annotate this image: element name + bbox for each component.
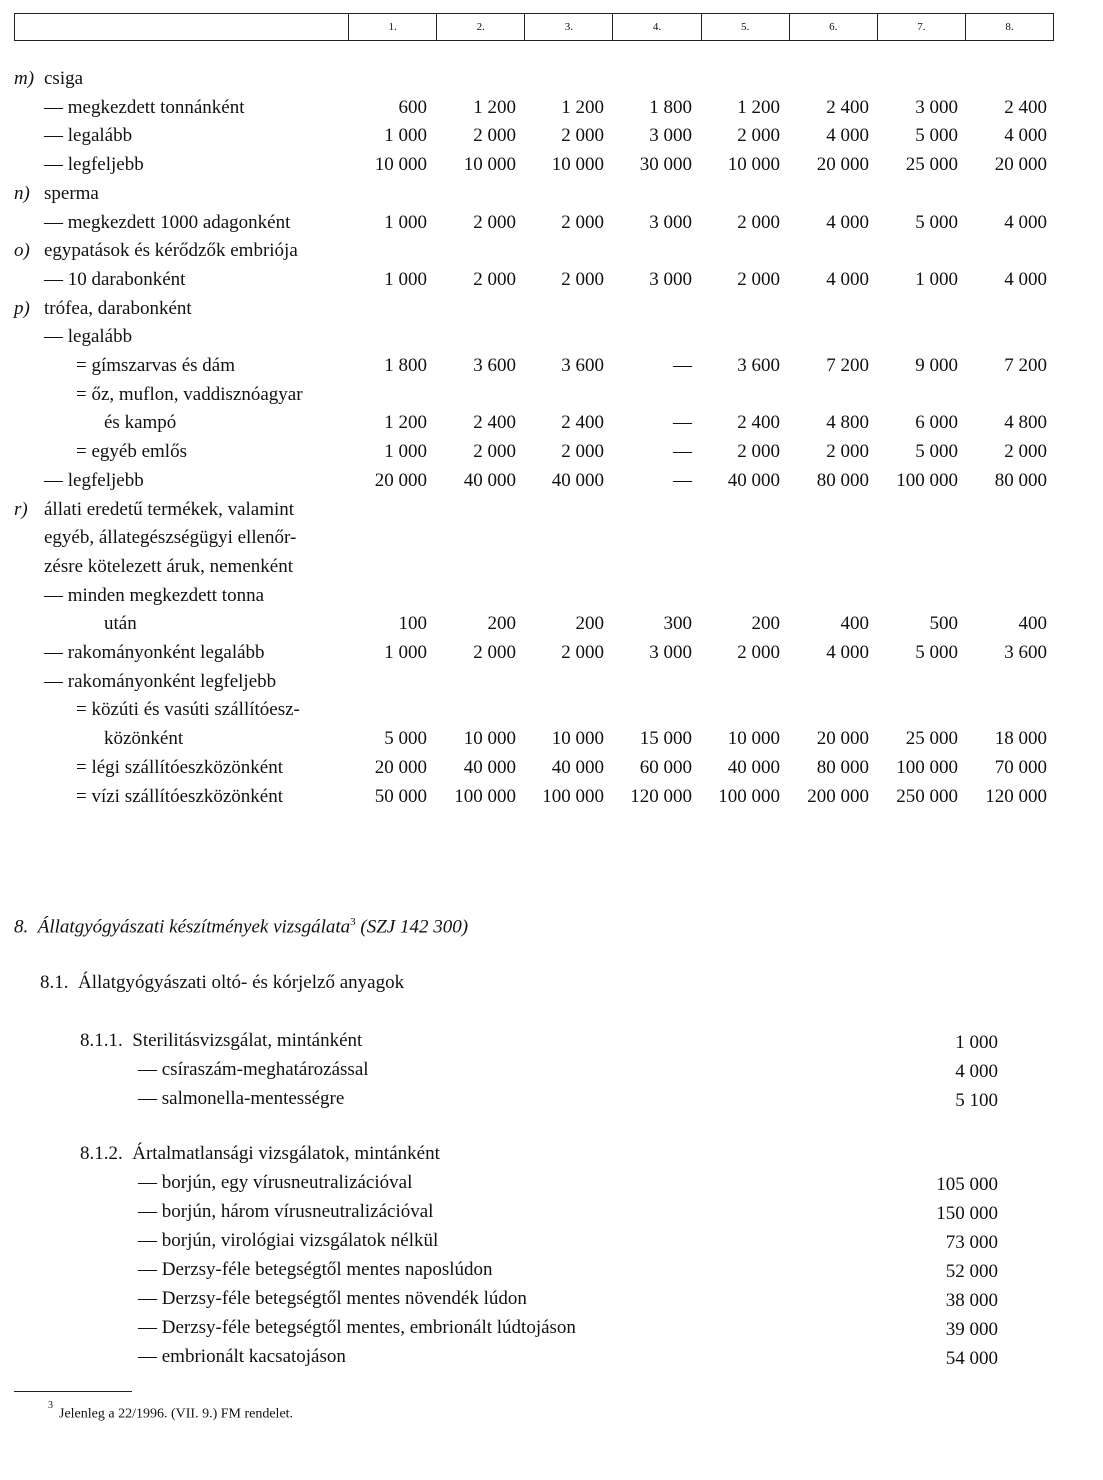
section-8-1-title: Állatgyógyászati oltó- és kórjelző anyagok — [78, 972, 405, 993]
cell-col-4: 1 800 — [649, 96, 692, 118]
cell-col-2: 200 — [487, 613, 516, 635]
cell-col-3: 40 000 — [551, 469, 604, 491]
table-row — [0, 784, 1103, 810]
cell-col-2: 10 000 — [463, 728, 516, 750]
table-row — [0, 640, 1103, 666]
cell-col-7: 5 000 — [915, 211, 958, 233]
header-col-8: 8. — [1005, 21, 1014, 33]
cell-col-4: — — [673, 355, 692, 376]
list-item-label: — Derzsy-féle betegségtől mentes, embrionált lúdtojáson — [138, 1317, 576, 1338]
cell-col-4: — — [673, 469, 692, 491]
cell-col-1: 10 000 — [374, 154, 427, 176]
header-col-3: 3. — [525, 14, 613, 40]
table-row — [0, 525, 1103, 551]
cell-col-4: 3 000 — [649, 268, 692, 290]
row-label: — legalább — [44, 125, 133, 147]
header-col-6: 6. — [790, 14, 878, 40]
row-letter: r) — [14, 498, 28, 520]
row-label: = légi szállítóeszközönként — [76, 756, 283, 778]
cell-col-6: 4 000 — [826, 642, 869, 663]
cell-col-6: 4 000 — [826, 268, 869, 290]
cell-col-1: 1 200 — [384, 412, 427, 434]
cell-col-2: 2 000 — [473, 441, 516, 463]
row-label: — megkezdett 1000 adagonként — [44, 211, 291, 233]
footnote-mark: 3 — [48, 1400, 53, 1411]
header-col-2: 2. — [437, 14, 525, 40]
cell-col-4: 15 000 — [639, 728, 692, 750]
row-label: után — [104, 613, 137, 635]
cell-col-7: 5 000 — [915, 125, 958, 147]
cell-col-2: 40 000 — [463, 756, 516, 778]
row-label: — rakományonként legalább — [44, 642, 265, 663]
list-item-label: — embrionált kacsatojáson — [138, 1346, 346, 1367]
cell-col-5: 10 000 — [727, 728, 780, 750]
cell-col-4: 300 — [663, 613, 692, 635]
row-label: egyéb, állategészségügyi ellenőr- — [44, 527, 297, 549]
list-item-value: 52 000 — [945, 1261, 998, 1282]
cell-col-7: 100 000 — [896, 756, 958, 778]
section-8-footnote-mark: 3 — [350, 916, 356, 928]
cell-col-8: 2 400 — [1004, 96, 1047, 118]
cell-col-7: 9 000 — [915, 355, 958, 376]
cell-col-8: 400 — [1018, 613, 1047, 635]
cell-col-7: 100 000 — [896, 469, 958, 491]
cell-col-7: 25 000 — [905, 154, 958, 176]
section-8-1-heading — [40, 972, 404, 994]
section-8-1-number: 8.1. — [40, 972, 69, 993]
row-label: = közúti és vasúti szállítóesz- — [76, 699, 300, 721]
cell-col-1: 50 000 — [374, 785, 427, 807]
cell-col-3: 10 000 — [551, 728, 604, 750]
list-item-label: — borjún, egy vírusneutralizációval — [138, 1172, 413, 1193]
row-label: — 10 darabonként — [44, 268, 186, 290]
cell-col-3: 100 000 — [542, 785, 604, 807]
cell-col-6: 4 000 — [826, 125, 869, 147]
row-letter: m) — [14, 68, 35, 89]
row-label: — legfeljebb — [44, 154, 144, 176]
cell-col-3: 2 000 — [561, 125, 604, 147]
cell-col-4: 3 000 — [649, 211, 692, 233]
row-label: = vízi szállítóeszközönként — [76, 785, 283, 807]
cell-col-6: 4 800 — [826, 412, 869, 434]
section-8-1-1-number: 8.1.1. — [80, 1030, 123, 1051]
cell-col-6: 80 000 — [816, 469, 869, 491]
row-label: = őz, muflon, vaddisznóagyar — [76, 383, 303, 405]
footnote — [48, 1400, 294, 1423]
table-row — [0, 181, 1103, 207]
cell-col-3: 10 000 — [551, 154, 604, 176]
cell-col-8: 70 000 — [994, 756, 1047, 778]
table-row — [0, 152, 1103, 178]
list-item-label: — Derzsy-féle betegségtől mentes növendék lúdon — [138, 1288, 527, 1309]
cell-col-8: 18 000 — [994, 728, 1047, 750]
cell-col-6: 20 000 — [816, 728, 869, 750]
cell-col-4: 30 000 — [639, 154, 692, 176]
cell-col-2: 2 000 — [473, 642, 516, 663]
cell-col-3: 40 000 — [551, 756, 604, 778]
cell-col-4: 60 000 — [639, 756, 692, 778]
section-8-1-2-number: 8.1.2. — [80, 1143, 123, 1164]
cell-col-6: 2 000 — [826, 441, 869, 463]
cell-col-7: 6 000 — [915, 412, 958, 434]
row-label: = gímszarvas és dám — [76, 355, 235, 376]
row-label: zésre kötelezett áruk, nemenként — [44, 555, 293, 577]
cell-col-1: 1 000 — [384, 642, 427, 663]
row-letter: p) — [14, 297, 30, 319]
cell-col-3: 200 — [575, 613, 604, 635]
list-item-value: 4 000 — [955, 1061, 998, 1082]
list-item-value: 73 000 — [945, 1232, 998, 1253]
cell-col-4: 3 000 — [649, 642, 692, 663]
cell-col-6: 20 000 — [816, 154, 869, 176]
list-item-value: 38 000 — [945, 1290, 998, 1311]
cell-col-7: 5 000 — [915, 441, 958, 463]
cell-col-1: 1 000 — [384, 211, 427, 233]
row-label: trófea, darabonként — [44, 297, 192, 319]
cell-col-5: 2 000 — [737, 441, 780, 463]
list-item-label: — borjún, virológiai vizsgálatok nélkül — [138, 1230, 439, 1251]
cell-col-7: 1 000 — [915, 268, 958, 290]
section-8-1-2-heading — [80, 1143, 440, 1165]
cell-col-3: 3 600 — [561, 355, 604, 376]
row-label: = egyéb emlős — [76, 441, 187, 463]
cell-col-8: 4 000 — [1004, 211, 1047, 233]
table-row — [0, 554, 1103, 580]
cell-col-7: 25 000 — [905, 728, 958, 750]
cell-col-4: 3 000 — [649, 125, 692, 147]
table-row — [0, 66, 1103, 92]
section-8-heading — [14, 916, 468, 938]
list-item-value: 150 000 — [936, 1203, 998, 1224]
table-row — [0, 238, 1103, 264]
cell-col-4: — — [673, 441, 692, 463]
cell-col-3: 2 400 — [561, 412, 604, 434]
cell-col-3: 2 000 — [561, 642, 604, 663]
row-label: állati eredetű termékek, valamint — [44, 498, 295, 520]
header-col-1: 1. — [349, 14, 437, 40]
cell-col-5: 3 600 — [737, 355, 780, 376]
table-row — [0, 267, 1103, 293]
header-col-4: 4. — [613, 14, 701, 40]
cell-col-2: 1 200 — [473, 96, 516, 118]
cell-col-1: 100 — [398, 613, 427, 635]
table-row — [0, 410, 1103, 436]
cell-col-5: 2 000 — [737, 642, 780, 663]
cell-col-7: 500 — [929, 613, 958, 635]
cell-col-2: 2 400 — [473, 412, 516, 434]
table-row — [0, 439, 1103, 465]
cell-col-7: 5 000 — [915, 642, 958, 663]
cell-col-6: 80 000 — [816, 756, 869, 778]
table-row — [0, 611, 1103, 637]
section-8-title: Állatgyógyászati készítmények vizsgálata — [37, 916, 351, 938]
list-item-value: 5 100 — [955, 1090, 998, 1111]
section-8-1-1-value: 1 000 — [955, 1032, 998, 1053]
cell-col-2: 100 000 — [454, 785, 516, 807]
cell-col-2: 2 000 — [473, 125, 516, 147]
cell-col-4: — — [673, 412, 692, 434]
row-label: — legfeljebb — [44, 469, 144, 491]
cell-col-5: 2 000 — [737, 211, 780, 233]
cell-col-6: 7 200 — [826, 355, 869, 376]
cell-col-1: 5 000 — [384, 728, 427, 750]
cell-col-3: 2 000 — [561, 211, 604, 233]
cell-col-8: 120 000 — [985, 785, 1047, 807]
row-label: közönként — [104, 728, 184, 750]
cell-col-3: 1 200 — [561, 96, 604, 118]
section-8-1-1-title: Sterilitásvizsgálat, mintánként — [132, 1030, 363, 1051]
cell-col-1: 20 000 — [374, 756, 427, 778]
cell-col-1: 1 800 — [384, 355, 427, 376]
cell-col-7: 250 000 — [896, 785, 958, 807]
cell-col-6: 2 400 — [826, 96, 869, 118]
cell-col-1: 1 000 — [384, 125, 427, 147]
column-header-strip — [14, 13, 1054, 41]
cell-col-1: 1 000 — [384, 268, 427, 290]
cell-col-1: 1 000 — [384, 441, 427, 463]
header-label-cell — [15, 14, 349, 40]
row-label: — legalább — [44, 326, 133, 348]
row-label: sperma — [44, 182, 99, 204]
cell-col-5: 40 000 — [727, 469, 780, 491]
cell-col-5: 2 000 — [737, 125, 780, 147]
cell-col-8: 3 600 — [1004, 642, 1047, 663]
row-label: — rakományonként legfeljebb — [44, 670, 277, 692]
cell-col-8: 80 000 — [994, 469, 1047, 491]
cell-col-1: 600 — [398, 96, 427, 118]
cell-col-8: 20 000 — [994, 154, 1047, 176]
cell-col-3: 2 000 — [561, 268, 604, 290]
cell-col-8: 4 800 — [1004, 412, 1047, 434]
list-item-label: — borjún, három vírusneutralizációval — [138, 1201, 434, 1222]
table-row — [0, 324, 1103, 350]
header-col-5: 5. — [702, 14, 790, 40]
cell-col-5: 40 000 — [727, 756, 780, 778]
table-row — [0, 583, 1103, 609]
section-8-code: (SZJ 142 300) — [360, 916, 469, 938]
cell-col-2: 2 000 — [473, 211, 516, 233]
footnote-divider — [14, 1391, 132, 1392]
row-label: és kampó — [104, 412, 177, 434]
row-label: — minden megkezdett tonna — [44, 584, 265, 606]
section-8-number: 8. — [14, 916, 29, 938]
table-row — [0, 296, 1103, 322]
table-row — [0, 669, 1103, 695]
table-row — [0, 726, 1103, 752]
cell-col-5: 10 000 — [727, 154, 780, 176]
cell-col-2: 3 600 — [473, 355, 516, 376]
cell-col-6: 200 000 — [807, 785, 869, 807]
cell-col-5: 1 200 — [737, 96, 780, 118]
cell-col-2: 2 000 — [473, 268, 516, 290]
table-row — [0, 382, 1103, 408]
footnote-text: Jelenleg a 22/1996. (VII. 9.) FM rendelet. — [59, 1406, 294, 1422]
cell-col-8: 4 000 — [1004, 268, 1047, 290]
cell-col-6: 4 000 — [826, 211, 869, 233]
section-8-1-2-title: Ártalmatlansági vizsgálatok, mintánként — [132, 1143, 440, 1164]
cell-col-2: 40 000 — [463, 469, 516, 491]
row-letter: o) — [14, 240, 30, 262]
table-row — [0, 755, 1103, 781]
cell-col-1: 20 000 — [374, 469, 427, 491]
cell-col-6: 400 — [840, 613, 869, 635]
cell-col-8: 7 200 — [1004, 355, 1047, 376]
table-row — [0, 123, 1103, 149]
table-row — [0, 468, 1103, 494]
list-item-label: — Derzsy-féle betegségtől mentes naposlúdon — [138, 1259, 493, 1280]
cell-col-5: 2 000 — [737, 268, 780, 290]
cell-col-3: 2 000 — [561, 441, 604, 463]
row-label: csiga — [44, 68, 84, 89]
cell-col-8: 4 000 — [1004, 125, 1047, 147]
table-row — [0, 210, 1103, 236]
list-item-value: 105 000 — [936, 1174, 998, 1195]
table-row — [0, 353, 1103, 379]
cell-col-2: 10 000 — [463, 154, 516, 176]
list-item-label: — csíraszám-meghatározással — [138, 1059, 369, 1080]
cell-col-7: 3 000 — [915, 96, 958, 118]
cell-col-5: 2 400 — [737, 412, 780, 434]
table-row — [0, 497, 1103, 523]
row-label: — megkezdett tonnánként — [44, 96, 245, 118]
row-label: egypatások és kérődzők embriója — [44, 240, 298, 262]
cell-col-5: 200 — [751, 613, 780, 635]
table-row — [0, 697, 1103, 723]
cell-col-4: 120 000 — [630, 785, 692, 807]
header-col-7: 7. — [878, 14, 966, 40]
list-item-value: 54 000 — [945, 1348, 998, 1369]
cell-col-8: 2 000 — [1004, 441, 1047, 463]
table-row — [0, 95, 1103, 121]
list-item-label: — salmonella-mentességre — [138, 1088, 345, 1109]
row-letter: n) — [14, 182, 30, 204]
cell-col-5: 100 000 — [718, 785, 780, 807]
section-8-1-1-heading — [80, 1030, 362, 1052]
list-item-value: 39 000 — [945, 1319, 998, 1340]
